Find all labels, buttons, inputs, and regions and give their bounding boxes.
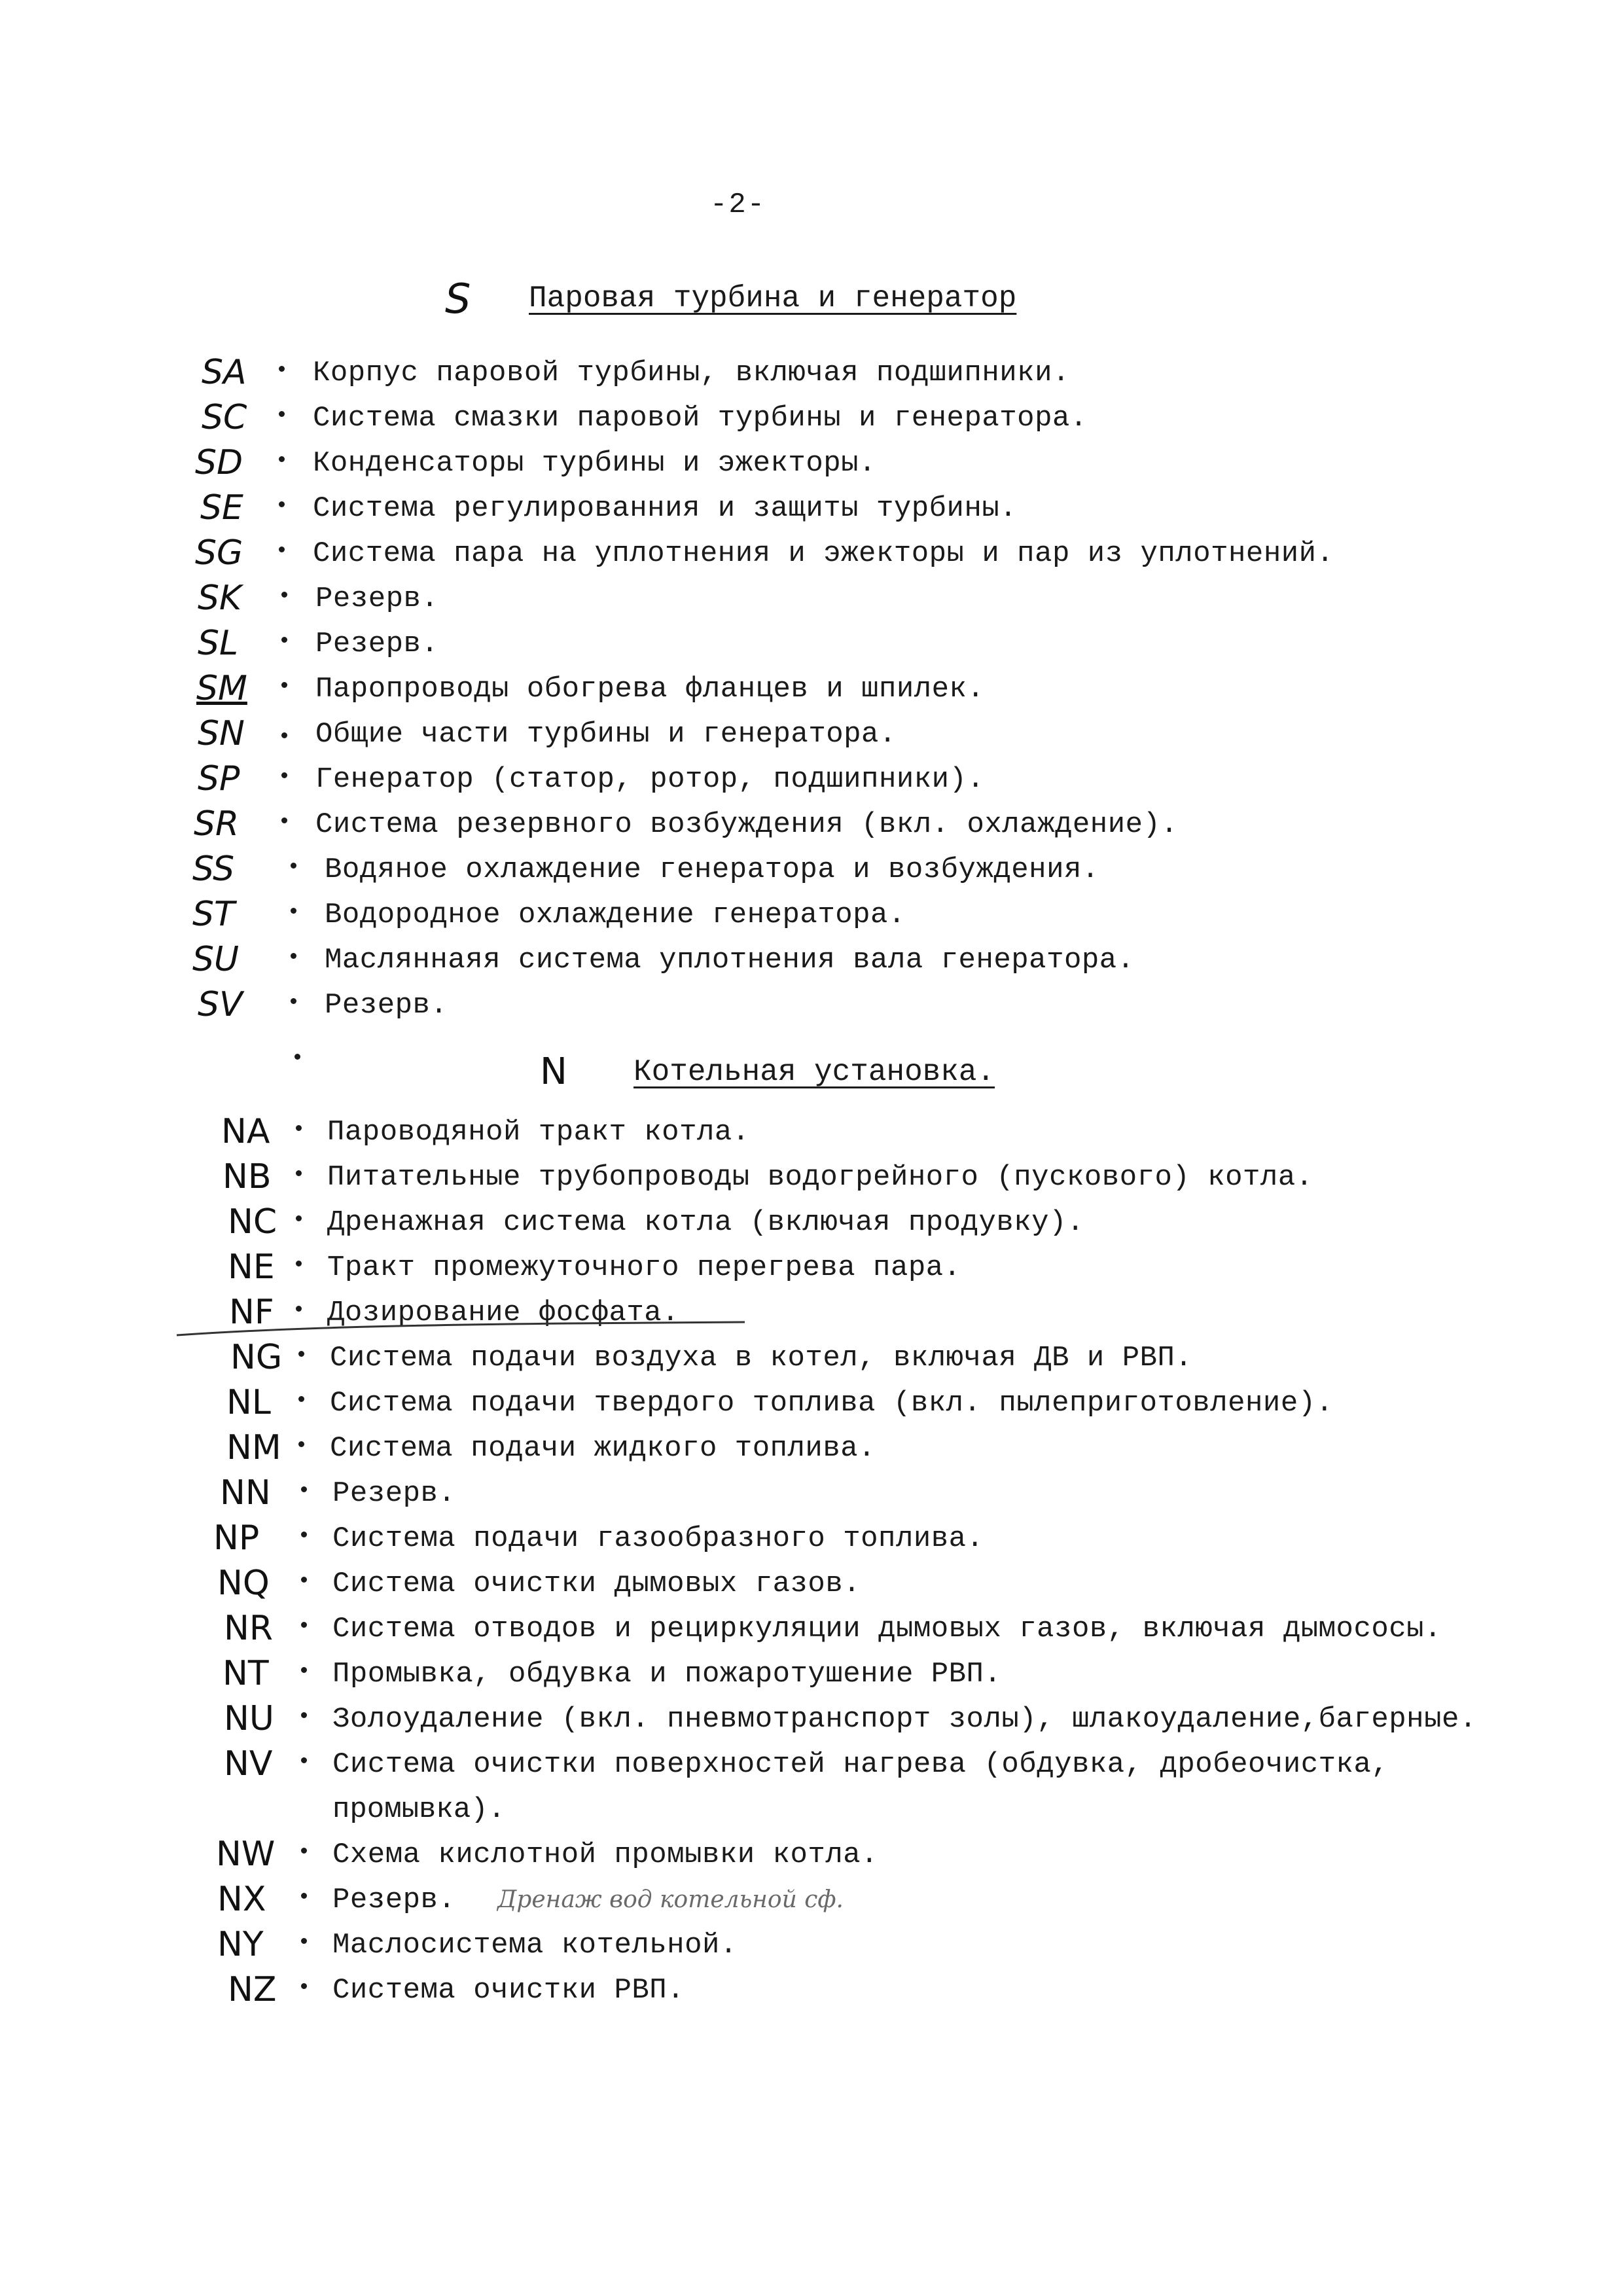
bullet (298, 1351, 304, 1357)
item-text: Пароводяной тракт котла. (327, 1116, 750, 1149)
item-code: ST (192, 895, 235, 934)
item-code: SC (202, 398, 247, 437)
bullet (301, 1577, 307, 1583)
item-text: Промывка, обдувка и пожаротушение РВП. (332, 1658, 1002, 1691)
bullet (281, 732, 287, 738)
item-text: Система смазки паровой турбины и генератора. (313, 402, 1088, 435)
item-text: Масляннаяя система уплотнения вала генератора. (325, 944, 1135, 977)
section-title-boiler-plant: Котельная установка. (633, 1055, 995, 1089)
stray-mark (294, 1054, 300, 1060)
bullet (281, 817, 287, 823)
bullet (301, 1848, 307, 1854)
item-text: Паропроводы обогрева фланцев и шпилек. (315, 673, 985, 706)
item-text: Тракт промежуточного перегрева пара. (327, 1251, 961, 1284)
bullet (298, 1396, 304, 1402)
item-text: Резерв. (315, 583, 439, 615)
item-text: Система резервного возбуждения (вкл. охлаждение). (315, 808, 1179, 841)
item-text: Водородное охлаждение генератора. (325, 899, 906, 931)
item-code: SA (202, 353, 247, 392)
section-letter-n: N (540, 1050, 567, 1093)
bullet (301, 1486, 307, 1492)
item-text: Система очистки поверхностей нагрева (обдувка, дробеочистка, (332, 1748, 1389, 1781)
item-text: Система очистки РВП. (332, 1974, 685, 2007)
item-code: SG (195, 533, 243, 573)
bullet (279, 411, 285, 417)
item-code: SR (194, 804, 240, 844)
section-title-steam-turbine: Паровая турбина и генератор (529, 281, 1017, 315)
item-text: Резерв. (332, 1477, 456, 1510)
item-code: NN (220, 1473, 271, 1513)
bullet (279, 366, 285, 372)
bullet (301, 1622, 307, 1628)
item-code: SM (196, 669, 247, 708)
item-code: SP (198, 759, 240, 798)
item-text: Маслосистема котельной. (332, 1929, 738, 1962)
item-text: Система отводов и рециркуляции дымовых газов, включая дымососы. (332, 1613, 1442, 1645)
bullet (279, 547, 285, 552)
item-code: NU (224, 1699, 274, 1738)
item-text: Резерв. (315, 628, 439, 660)
bullet (296, 1215, 302, 1221)
bullet (279, 456, 285, 462)
item-code: NG (230, 1338, 283, 1377)
bullet (296, 1306, 302, 1312)
item-code: NF (229, 1293, 274, 1332)
handwritten-note: Дренаж вод котельной сф. (497, 1886, 844, 1913)
bullet (291, 908, 296, 914)
item-text: Резерв. (332, 1884, 456, 1916)
item-code: SL (198, 624, 238, 663)
item-code: SS (192, 850, 235, 889)
item-text: Схема кислотной промывки котла. (332, 1839, 879, 1871)
item-text: Система подачи воздуха в котел, включая ДВ и РВП. (330, 1342, 1193, 1374)
item-code: SD (195, 443, 243, 482)
bullet (298, 1441, 304, 1447)
bullet (301, 1712, 307, 1718)
item-text: Система подачи твердого топлива (вкл. пылеприготовление). (330, 1387, 1334, 1420)
bullet (301, 1757, 307, 1763)
bullet (279, 501, 285, 507)
item-code: NQ (217, 1564, 270, 1603)
item-code: NZ (228, 1970, 277, 2009)
bullet (291, 863, 296, 869)
item-text: Водяное охлаждение генератора и возбуждения. (325, 853, 1099, 886)
bullet (301, 1938, 307, 1944)
page-number: -2- (710, 188, 766, 221)
bullet (291, 953, 296, 959)
item-text: Корпус паровой турбины, включая подшипники. (313, 357, 1070, 389)
item-code: NT (223, 1654, 269, 1693)
item-text: Дренажная система котла (включая продувку). (327, 1206, 1084, 1239)
item-text: Система очистки дымовых газов. (332, 1568, 861, 1600)
item-text: Система подачи газообразного топлива. (332, 1522, 984, 1555)
item-code: NW (216, 1835, 276, 1874)
item-code: SN (198, 714, 245, 753)
section-letter-s: S (445, 275, 471, 323)
bullet (301, 1983, 307, 1989)
item-code: SU (192, 940, 240, 979)
bullet (296, 1125, 302, 1131)
item-text: Общие части турбины и генератора. (315, 718, 897, 751)
item-text: Система подачи жидкого топлива. (330, 1432, 876, 1465)
item-code: NE (228, 1247, 275, 1287)
bullet (281, 682, 287, 688)
item-text: Резерв. (325, 989, 448, 1022)
item-code: NA (221, 1112, 270, 1151)
bullet (301, 1893, 307, 1899)
item-text: Генератор (статор, ротор, подшипники). (315, 763, 985, 796)
item-text: Дозирование фосфата. (327, 1297, 680, 1329)
item-text: Золоудаление (вкл. пневмотранспорт золы), шлакоудаление,багерные. (332, 1703, 1477, 1736)
bullet (296, 1261, 302, 1266)
item-text: Система пара на уплотнения и эжекторы и пар из уплотнений. (313, 537, 1334, 570)
bullet (281, 637, 287, 643)
item-code: NX (217, 1880, 266, 1919)
item-text: Питательные трубопроводы водогрейного (пускового) котла. (327, 1161, 1313, 1194)
item-code: NM (226, 1428, 281, 1467)
item-code: NP (213, 1518, 260, 1558)
item-code: NR (224, 1609, 274, 1648)
bullet (296, 1170, 302, 1176)
bullet (281, 772, 287, 778)
bullet (301, 1667, 307, 1673)
item-code: SV (198, 985, 243, 1024)
bullet (301, 1532, 307, 1537)
bullet (281, 592, 287, 598)
item-text: Система регулированния и защиты турбины. (313, 492, 1018, 525)
item-code: NV (224, 1744, 273, 1784)
item-code: NY (217, 1925, 264, 1964)
item-code: NC (228, 1202, 277, 1242)
item-text: Конденсаторы турбины и эжекторы. (313, 447, 876, 480)
bullet (291, 998, 296, 1004)
item-code: SK (198, 579, 242, 618)
item-text-continuation: промывка). (332, 1793, 506, 1826)
item-code: NL (226, 1383, 271, 1422)
item-code: SE (200, 488, 243, 528)
item-code: NB (223, 1157, 272, 1196)
